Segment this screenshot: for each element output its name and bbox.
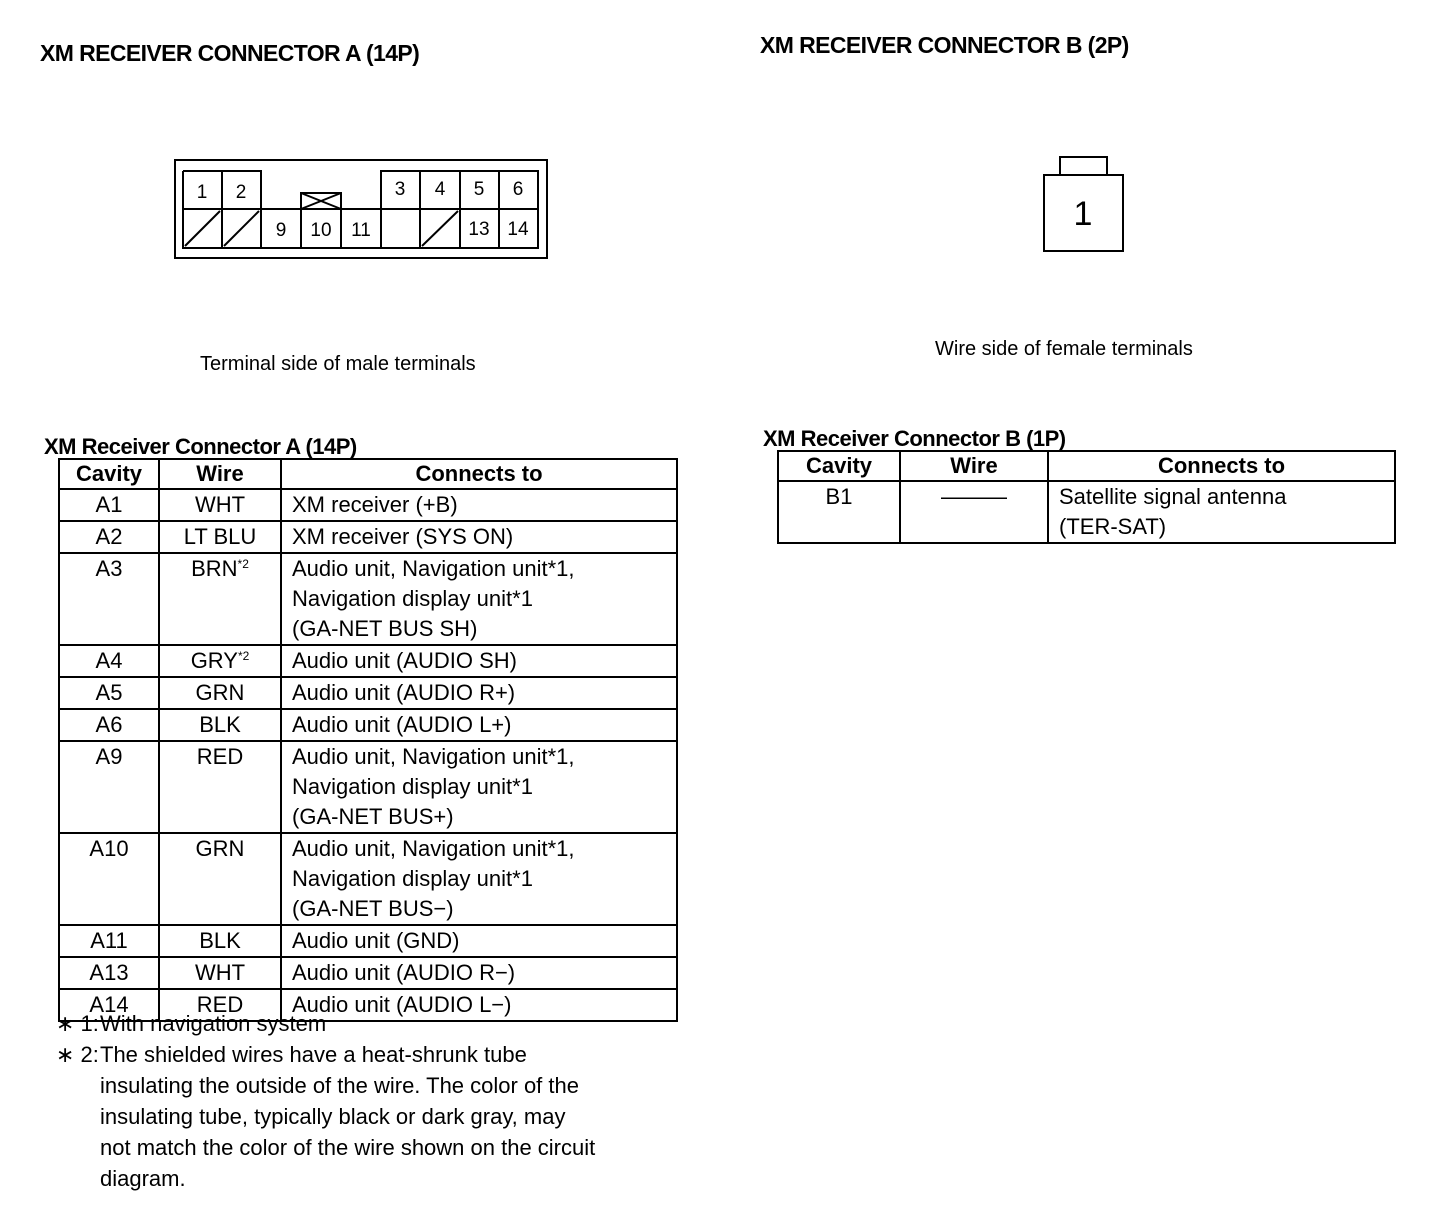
footnote-text: insulating tube, typically black or dark gray, may bbox=[100, 1104, 566, 1129]
connects-to-line: Navigation display unit*1 bbox=[292, 774, 533, 799]
table-row bbox=[59, 833, 677, 925]
table-a-body bbox=[59, 489, 677, 1021]
footnote-text: insulating the outside of the wire. The color of the bbox=[100, 1073, 579, 1098]
wire-cell bbox=[159, 925, 281, 957]
column-header-cavity: Cavity bbox=[59, 459, 159, 489]
wire-cell bbox=[159, 833, 281, 925]
connects-to-line: Audio unit (AUDIO R+) bbox=[292, 680, 516, 705]
footnote-text: diagram. bbox=[100, 1166, 186, 1191]
wire-cell bbox=[159, 741, 281, 833]
pin-11-label: 11 bbox=[351, 220, 371, 241]
wire-cell bbox=[159, 957, 281, 989]
connects-to-line: Navigation display unit*1 bbox=[292, 866, 533, 891]
connects-to-cell bbox=[281, 925, 677, 957]
connects-to-line: (TER-SAT) bbox=[1059, 514, 1167, 539]
table-a-title: XM Receiver Connector A (14P) bbox=[44, 434, 357, 459]
wire-color: WHT bbox=[194, 960, 246, 985]
footnotes bbox=[56, 1008, 716, 1194]
connects-to-line: Audio unit, Navigation unit*1, bbox=[292, 744, 575, 769]
footnote-text: not match the color of the wire shown on the circuit bbox=[100, 1135, 596, 1160]
footnote-text: With navigation system bbox=[100, 1011, 327, 1036]
connects-to-cell bbox=[281, 645, 677, 677]
connects-to-line: Audio unit (AUDIO L−) bbox=[292, 992, 512, 1017]
wire-cell bbox=[159, 553, 281, 645]
connects-to-line: Audio unit (AUDIO SH) bbox=[292, 648, 517, 673]
footnote-line bbox=[56, 1070, 716, 1101]
cavity-cell: A4 bbox=[59, 645, 159, 677]
wire-color: BLK bbox=[199, 712, 241, 737]
cavity-cell: A3 bbox=[59, 553, 159, 645]
connects-to-line: Audio unit (AUDIO R−) bbox=[292, 960, 516, 985]
connector-b-pin-label: 1 bbox=[1073, 195, 1093, 233]
pin-2-label: 2 bbox=[235, 182, 247, 203]
cavity-cell: B1 bbox=[778, 481, 900, 543]
column-header-connects-to: Connects to bbox=[281, 459, 677, 489]
table-b-header-row bbox=[778, 451, 1395, 481]
empty-cavity-8 bbox=[224, 211, 259, 246]
footnote-line bbox=[56, 1163, 716, 1194]
table-b-title: XM Receiver Connector B (1P) bbox=[763, 426, 1066, 451]
connector-a-diagram bbox=[170, 155, 555, 265]
cavity-cell: A1 bbox=[59, 489, 159, 521]
wire-cell bbox=[159, 521, 281, 553]
wire-footnote-mark: *2 bbox=[237, 649, 250, 663]
table-row bbox=[59, 553, 677, 645]
table-b bbox=[777, 450, 1396, 544]
connector-a-heading: XM RECEIVER CONNECTOR A (14P) bbox=[40, 40, 420, 66]
wire-color: GRN bbox=[195, 680, 245, 705]
cavity-cell: A5 bbox=[59, 677, 159, 709]
wire-cell bbox=[159, 677, 281, 709]
cavity-cell: A10 bbox=[59, 833, 159, 925]
wire-cell bbox=[159, 489, 281, 521]
connects-to-cell bbox=[281, 489, 677, 521]
cavity-cell: A14 bbox=[59, 989, 159, 1021]
connects-to-cell bbox=[281, 833, 677, 925]
pin-1-label: 1 bbox=[196, 182, 208, 203]
footnote-line bbox=[56, 1039, 716, 1070]
footnote bbox=[56, 1039, 716, 1194]
footnote-line bbox=[56, 1008, 716, 1039]
wire-color: BLK bbox=[199, 928, 241, 953]
connects-to-line: Audio unit, Navigation unit*1, bbox=[292, 556, 575, 581]
connects-to-cell bbox=[281, 957, 677, 989]
wire-color: BRN bbox=[191, 556, 238, 581]
column-header-wire: Wire bbox=[159, 459, 281, 489]
wire-cell bbox=[900, 481, 1048, 543]
pin-13-label: 13 bbox=[468, 219, 490, 240]
connector-a-caption: Terminal side of male terminals bbox=[200, 353, 476, 375]
empty-cavity-12 bbox=[422, 211, 458, 246]
connector-b-diagram bbox=[1040, 152, 1130, 257]
pin-3-label: 3 bbox=[394, 179, 406, 200]
connects-to-line: Audio unit, Navigation unit*1, bbox=[292, 836, 575, 861]
pin-10-label: 10 bbox=[310, 220, 332, 241]
connects-to-line: Navigation display unit*1 bbox=[292, 586, 533, 611]
connects-to-line: Audio unit (GND) bbox=[292, 928, 460, 953]
table-row bbox=[59, 645, 677, 677]
wire-color: LT BLU bbox=[183, 524, 257, 549]
connects-to-cell bbox=[281, 553, 677, 645]
connects-to-cell bbox=[281, 709, 677, 741]
wire-color: GRY bbox=[190, 648, 238, 673]
table-row bbox=[59, 489, 677, 521]
column-header-wire: Wire bbox=[900, 451, 1048, 481]
connects-to-line: Satellite signal antenna bbox=[1059, 484, 1287, 509]
wire-cell bbox=[159, 709, 281, 741]
connects-to-line: (GA-NET BUS+) bbox=[292, 804, 454, 829]
connector-b-caption: Wire side of female terminals bbox=[935, 338, 1193, 360]
connects-to-line: XM receiver (+B) bbox=[292, 492, 458, 517]
table-row bbox=[59, 925, 677, 957]
table-row bbox=[59, 521, 677, 553]
wire-cell bbox=[159, 645, 281, 677]
pin-9-label: 9 bbox=[275, 220, 287, 241]
cavity-cell: A11 bbox=[59, 925, 159, 957]
table-a bbox=[58, 458, 678, 1022]
footnote-mark: ∗ 2: bbox=[56, 1042, 99, 1067]
cavity-cell: A9 bbox=[59, 741, 159, 833]
table-row bbox=[778, 481, 1395, 543]
table-row bbox=[59, 677, 677, 709]
connects-to-line: (GA-NET BUS SH) bbox=[292, 616, 478, 641]
column-header-cavity: Cavity bbox=[778, 451, 900, 481]
connects-to-line: Audio unit (AUDIO L+) bbox=[292, 712, 512, 737]
cavity-cell: A6 bbox=[59, 709, 159, 741]
wire-color: ——— bbox=[941, 484, 1007, 509]
wire-footnote-mark: *2 bbox=[237, 557, 249, 571]
cavity-cell: A2 bbox=[59, 521, 159, 553]
footnote-mark: ∗ 1: bbox=[56, 1011, 99, 1036]
connects-to-cell bbox=[1048, 481, 1395, 543]
wire-color: WHT bbox=[194, 492, 246, 517]
connects-to-cell bbox=[281, 741, 677, 833]
column-header-connects-to: Connects to bbox=[1048, 451, 1395, 481]
pin-5-label: 5 bbox=[473, 179, 485, 200]
footnote-text: The shielded wires have a heat-shrunk tube bbox=[100, 1042, 527, 1067]
table-row bbox=[59, 957, 677, 989]
connector-b-latch bbox=[1060, 157, 1107, 175]
connects-to-line: (GA-NET BUS−) bbox=[292, 896, 454, 921]
table-row bbox=[59, 709, 677, 741]
pin-4-label: 4 bbox=[434, 179, 446, 200]
footnote bbox=[56, 1008, 716, 1039]
wire-color: RED bbox=[196, 992, 244, 1017]
empty-cavity-7 bbox=[185, 211, 220, 246]
connects-to-cell bbox=[281, 521, 677, 553]
table-b-body bbox=[778, 481, 1395, 543]
footnote-line bbox=[56, 1132, 716, 1163]
pin-6-label: 6 bbox=[512, 179, 524, 200]
wire-color: GRN bbox=[195, 836, 245, 861]
connects-to-cell bbox=[281, 677, 677, 709]
connector-b-heading: XM RECEIVER CONNECTOR B (2P) bbox=[760, 32, 1129, 58]
cavity-cell: A13 bbox=[59, 957, 159, 989]
pin-14-label: 14 bbox=[507, 219, 529, 240]
table-row bbox=[59, 741, 677, 833]
wire-color: RED bbox=[196, 744, 244, 769]
footnote-line bbox=[56, 1101, 716, 1132]
table-a-header-row bbox=[59, 459, 677, 489]
connects-to-line: XM receiver (SYS ON) bbox=[292, 524, 514, 549]
